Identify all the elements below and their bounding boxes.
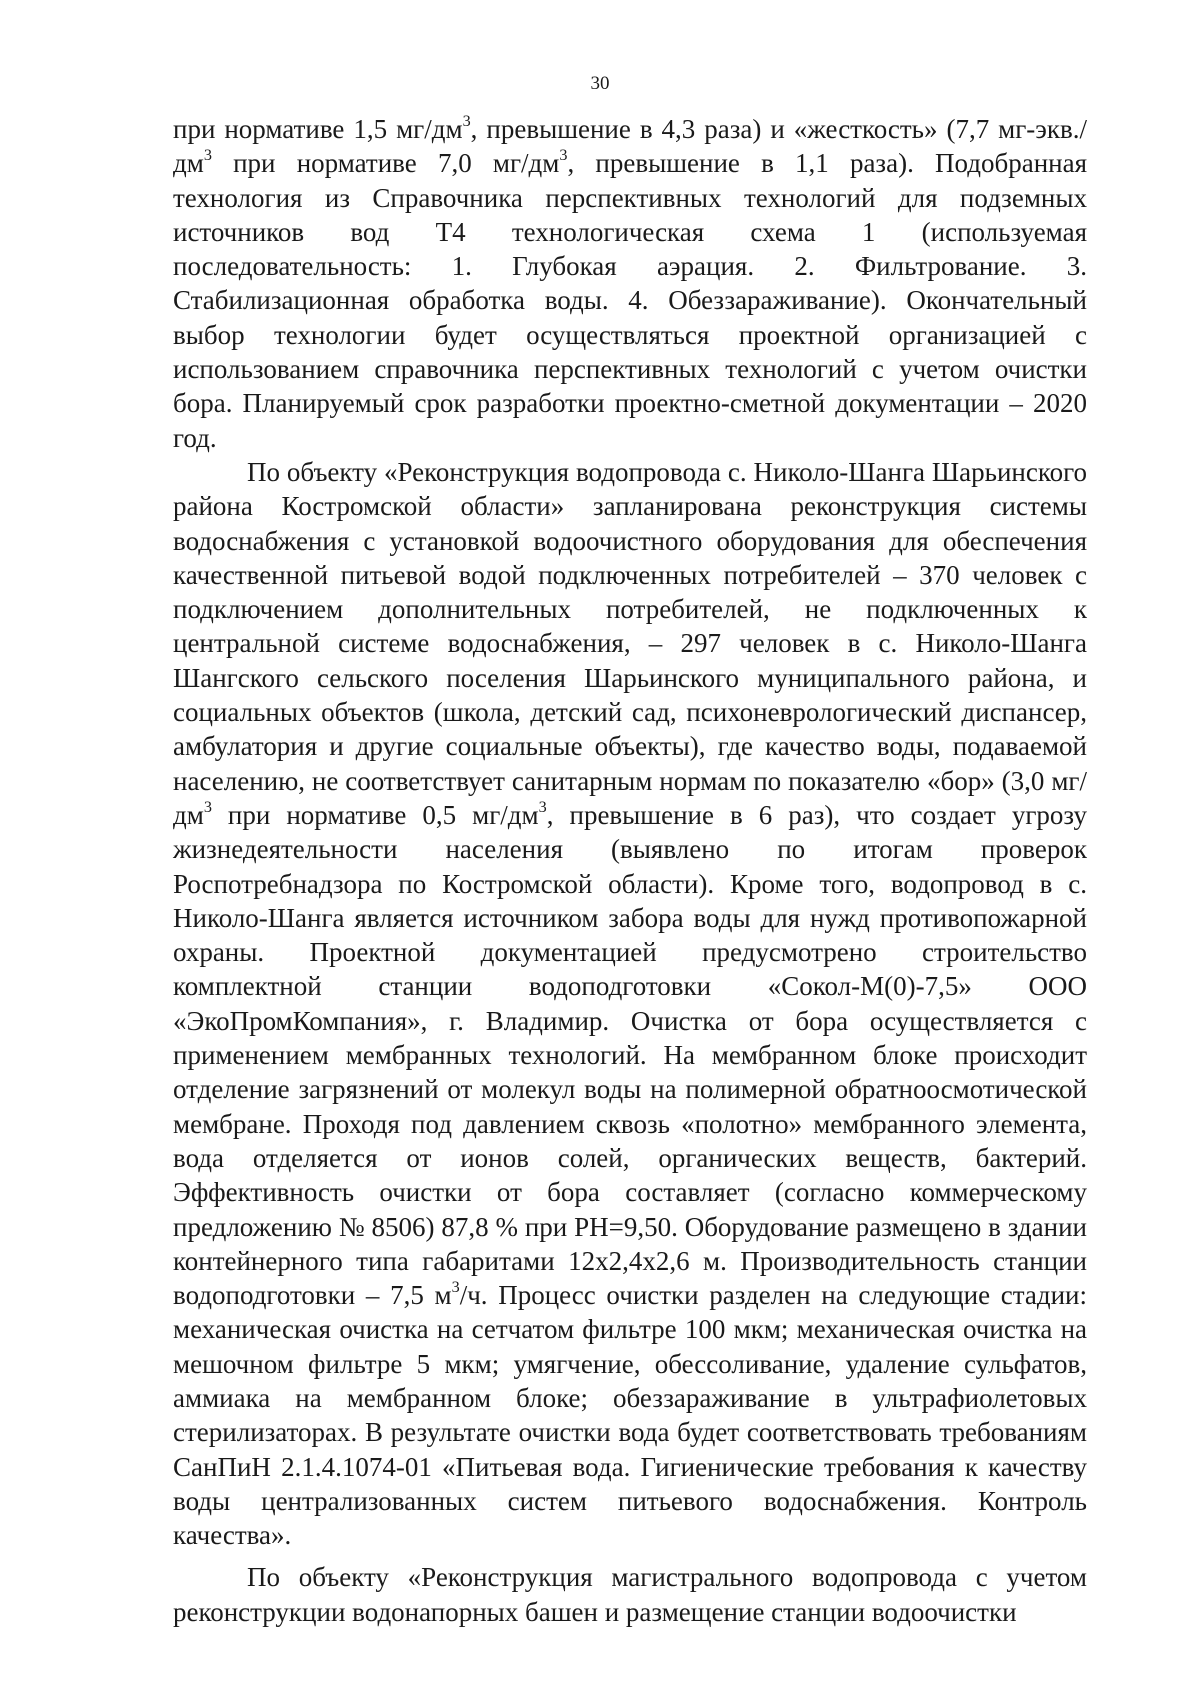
paragraph-main-pipeline-reconstruction: По объекту «Реконструкция магистрального водопровода с учетом реконструкции водонапорных башен и размещение станции водоочистки bbox=[173, 1562, 1087, 1627]
paragraph-water-hardness-technology: при нормативе 1,5 $мг/дм^3$, превышение в 4,3 раза) и «жесткость» (7,7 $мг-экв./дм^3$ при нормативе 7,0 $мг/дм^3$, превышение в 1,1 раза). Подобранная технология из Справочника перспективных технологий для подземных источников вод Т4 технологическая схема 1 (используемая последовательность: 1. Глубокая аэрация. 2. Фильтрование. 3. Стабилизационная обработка воды. 4. Обеззараживание). Окончательный выбор технологии будет осуществляться проектной организацией с использованием справочника перспективных технологий с учетом очистки бора. Планируемый срок разработки проектно-сметной документации – 2020 год. bbox=[173, 111, 1088, 453]
document-body bbox=[173, 112, 1087, 1629]
paragraph-nikolo-shanga-reconstruction: По объекту «Реконструкция водопровода с. Николо-Шанга Шарьинского района Костромской области» запланирована реконструкция системы водоснабжения с установкой водоочистного оборудования для обеспечения качественной питьевой водой подключенных потребителей – 370 человек с подключением дополнительных потребителей, не подключенных к центральной системе водоснабжения, – 297 человек в с. Николо-Шанга Шангского сельского поселения Шарьинского муниципального района, и социальных объектов (школа, детский сад, психоневрологический диспансер, амбулатория и другие социальные объекты), где качество воды, подаваемой населению, не соответствует санитарным нормам по показателю «бор» (3,0 $мг/дм^3$ при нормативе 0,5 $мг/дм^3$, превышение в 6 раз), что создает угрозу жизнедеятельности населения (выявлено по итогам проверок Роспотребнадзора по Костромской области). Кроме того, водопровод в с. Николо-Шанга является источником забора воды для нужд противопожарной охраны. Проектной документацией предусмотрено строительство комплектной станции водоподготовки «Сокол-М(0)-7,5» ООО «ЭкоПромКомпания», г. Владимир. Очистка от бора осуществляется с применением мембранных технологий. На мембранном блоке происходит отделение загрязнений от молекул воды на полимерной обратноосмотической мембране. Проходя под давлением сквозь «полотно» мембранного элемента, вода отделяется от ионов солей, органических веществ, бактерий. Эффективность очистки от бора составляет (согласно коммерческому предложению № 8506) 87,8 % при РН=9,50. Оборудование размещено в здании контейнерного типа габаритами 12х2,4х2,6 м. Производительность станции водоподготовки – 7,5 $м^3/ч$. Процесс очистки разделен на следующие стадии: механическая очистка на сетчатом фильтре 100 мкм; механическая очистка на мешочном фильтре 5 мкм; умягчение, обессоливание, удаление сульфатов, аммиака на мембранном блоке; обеззараживание в ультрафиолетовых стерилизаторах. В результате очистки вода будет соответствовать требованиям СанПиН 2.1.4.1074-01 «Питьевая вода. Гигиенические требования к качеству воды централизованных систем питьевого водоснабжения. Контроль качества». bbox=[173, 456, 1088, 1551]
page-number: 30 bbox=[590, 73, 610, 94]
